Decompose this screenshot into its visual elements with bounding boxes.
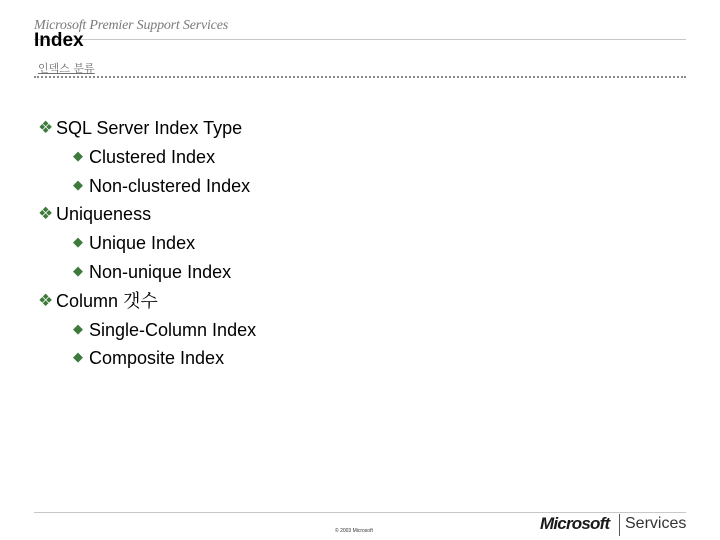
outline-list (38, 114, 678, 373)
diamond-bullet-icon: ◆ (73, 177, 83, 193)
diamond-bullet-icon: ◆ (73, 235, 83, 251)
outline-subitem (38, 143, 678, 172)
logo-separator (619, 514, 620, 536)
outline-item-text: Non-clustered Index (89, 175, 251, 196)
outline-item-text: SQL Server Index Type (56, 118, 243, 138)
outline-subitem (38, 344, 678, 373)
diamond-bullet-icon: ◆ (73, 263, 83, 279)
diamond-bullet-icon: ◆ (73, 350, 83, 366)
outline-subitem (38, 258, 678, 287)
copyright-text: © 2003 Microsoft (335, 528, 373, 534)
v-bullet-icon: ❖ (38, 290, 54, 311)
outline-subitem (38, 229, 678, 258)
outline-subitem (38, 316, 678, 345)
services-label: Services (625, 515, 687, 532)
v-bullet-icon: ❖ (38, 204, 54, 225)
diamond-bullet-icon: ◆ (73, 148, 83, 164)
footer-rule (34, 512, 686, 513)
outline-item-text: Single-Column Index (89, 319, 257, 340)
outline-item (38, 114, 678, 143)
title-rule (34, 39, 686, 40)
outline-item-text: Uniqueness (56, 204, 152, 225)
microsoft-logo: Microsoft (540, 514, 610, 533)
brand-text: Microsoft Premier Support Services (34, 18, 228, 33)
outline-item-text: Clustered Index (89, 146, 216, 167)
outline-item (38, 200, 678, 229)
subtitle: 인덱스 분류 (38, 62, 95, 75)
outline-item (38, 287, 678, 316)
diamond-bullet-icon: ◆ (73, 321, 83, 337)
outline-item-text: Column 갯수 (56, 290, 158, 311)
outline-item-text: Composite Index (89, 348, 225, 369)
outline-item-text: Unique Index (89, 233, 196, 254)
v-bullet-icon: ❖ (38, 118, 54, 138)
dotted-divider (34, 76, 686, 78)
outline-subitem (38, 172, 678, 201)
outline-item-text: Non-unique Index (89, 261, 232, 282)
page-title: Index (34, 30, 84, 51)
